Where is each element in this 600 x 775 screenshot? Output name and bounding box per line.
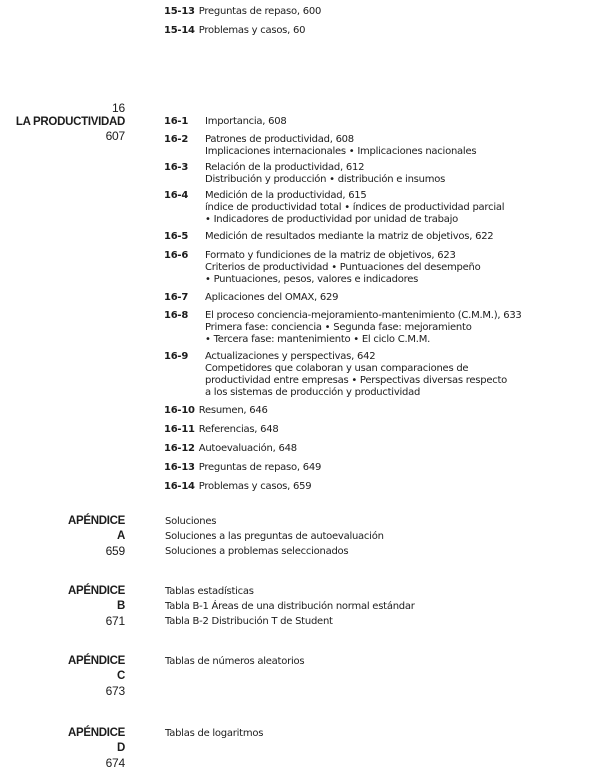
- appendix-line: Tablas de números aleatorios: [165, 656, 305, 667]
- appendix-heading: [68, 514, 125, 559]
- appendix-page: 674: [105, 756, 125, 770]
- entry-subtopics: a los sistemas de producción y productividad: [205, 387, 421, 398]
- appendix-line: Tabla B-2 Distribución T de Student: [165, 616, 333, 627]
- appendix-letter: B: [116, 600, 125, 612]
- appendix-contents: [165, 584, 415, 629]
- appendix-label: APÉNDICE: [67, 655, 125, 667]
- entry-number: 16-12: [164, 443, 195, 454]
- appendix-letter: C: [116, 670, 125, 682]
- entry-number: 16-13: [164, 462, 195, 473]
- entry-title: Formato y fundiciones de la matriz de objetivos, 623: [205, 250, 456, 261]
- entry-subtopics: • Puntuaciones, pesos, valores e indicadores: [205, 274, 419, 285]
- entry-number: 16-8: [164, 310, 189, 321]
- entry-title: Referencias, 648: [198, 424, 279, 435]
- appendix-letter: A: [116, 530, 125, 542]
- entry-number: 16-6: [164, 250, 189, 261]
- entry-title: Preguntas de repaso, 600: [198, 6, 322, 17]
- entry-number: 16-2: [164, 134, 189, 145]
- entry-title: Relación de la productividad, 612: [205, 162, 365, 173]
- entry-number: 16-3: [164, 162, 189, 173]
- entry-title: Actualizaciones y perspectivas, 642: [205, 351, 376, 362]
- entry-title: Preguntas de repaso, 649: [198, 462, 322, 473]
- entry-number: 15-14: [164, 25, 195, 36]
- entry-title: Resumen, 646: [198, 405, 268, 416]
- appendix-contents: [165, 726, 263, 741]
- entry-title: Autoevaluación, 648: [198, 443, 297, 454]
- toc-entry: [164, 250, 481, 286]
- appendix-page: 673: [105, 684, 125, 698]
- entry-title: Patrones de productividad, 608: [205, 134, 354, 145]
- entry-number: 16-9: [164, 351, 189, 362]
- appendix-label: APÉNDICE: [67, 727, 125, 739]
- entry-title: Problemas y casos, 659: [198, 481, 312, 492]
- entry-number: 16-10: [164, 405, 195, 416]
- appendix-heading: [68, 584, 125, 629]
- entry-number: 16-4: [164, 190, 189, 201]
- toc-entry: [164, 116, 287, 128]
- appendix-heading: [68, 654, 125, 699]
- appendix-line: Tablas de logaritmos: [165, 728, 264, 739]
- toc-entry: [164, 6, 321, 18]
- entry-number: 16-5: [164, 231, 189, 242]
- toc-entry: [164, 443, 297, 455]
- appendix-label: APÉNDICE: [67, 515, 125, 527]
- entry-title: Problemas y casos, 60: [198, 25, 306, 36]
- appendix-letter: D: [116, 742, 125, 754]
- toc-entry: [164, 231, 493, 243]
- appendix-line: Tablas estadísticas: [165, 586, 254, 597]
- entry-number: 16-11: [164, 424, 195, 435]
- entry-subtopics: Implicaciones internacionales • Implicaciones nacionales: [205, 146, 477, 157]
- entry-subtopics: Primera fase: conciencia • Segunda fase: mejoramiento: [205, 322, 472, 333]
- appendix-contents: [165, 514, 384, 559]
- entry-title: Medición de la productividad, 615: [205, 190, 367, 201]
- appendix-page: 671: [105, 614, 125, 628]
- toc-entry: [164, 25, 305, 37]
- appendix-line: Tabla B-1 Áreas de una distribución normal estándar: [165, 601, 415, 612]
- entry-subtopics: • Indicadores de productividad por unidad de trabajo: [205, 214, 459, 225]
- entry-title: Aplicaciones del OMAX, 629: [205, 292, 339, 303]
- chapter-title: LA PRODUCTIVIDAD: [15, 116, 125, 128]
- entry-subtopics: Competidores que colaboran y usan comparaciones de: [205, 363, 469, 374]
- chapter-heading: [16, 101, 125, 143]
- entry-subtopics: Distribución y producción • distribución e insumos: [205, 174, 446, 185]
- appendix-label: APÉNDICE: [67, 585, 125, 597]
- appendix-contents: [165, 654, 304, 669]
- appendix-line: Soluciones: [165, 516, 217, 527]
- entry-number: 16-7: [164, 292, 189, 303]
- toc-entry: [164, 162, 445, 186]
- entry-subtopics: índice de productividad total • índices de productividad parcial: [205, 202, 505, 213]
- toc-entry: [164, 310, 522, 346]
- entry-title: Importancia, 608: [205, 116, 287, 127]
- entry-subtopics: Criterios de productividad • Puntuaciones del desempeño: [205, 262, 481, 273]
- toc-entry: [164, 462, 321, 474]
- toc-entry: [164, 481, 311, 493]
- toc-entry: [164, 424, 279, 436]
- toc-entry: [164, 190, 504, 226]
- entry-title: El proceso conciencia-mejoramiento-mantenimiento (C.M.M.), 633: [205, 310, 522, 321]
- entry-subtopics: productividad entre empresas • Perspectivas diversas respecto: [205, 375, 508, 386]
- appendix-line: Soluciones a problemas seleccionados: [165, 546, 349, 557]
- entry-title: Medición de resultados mediante la matriz de objetivos, 622: [205, 231, 494, 242]
- toc-entry: [164, 405, 268, 417]
- entry-subtopics: • Tercera fase: mantenimiento • El ciclo C.M.M.: [205, 334, 431, 345]
- entry-number: 16-1: [164, 116, 189, 127]
- entry-number: 16-14: [164, 481, 195, 492]
- chapter-page: 607: [105, 129, 125, 143]
- toc-entry: [164, 134, 476, 158]
- appendix-line: Soluciones a las preguntas de autoevaluación: [165, 531, 384, 542]
- toc-entry: [164, 292, 338, 304]
- chapter-number: 16: [112, 101, 125, 115]
- appendix-heading: [68, 726, 125, 771]
- toc-entry: [164, 351, 507, 399]
- entry-number: 15-13: [164, 6, 195, 17]
- appendix-page: 659: [105, 544, 125, 558]
